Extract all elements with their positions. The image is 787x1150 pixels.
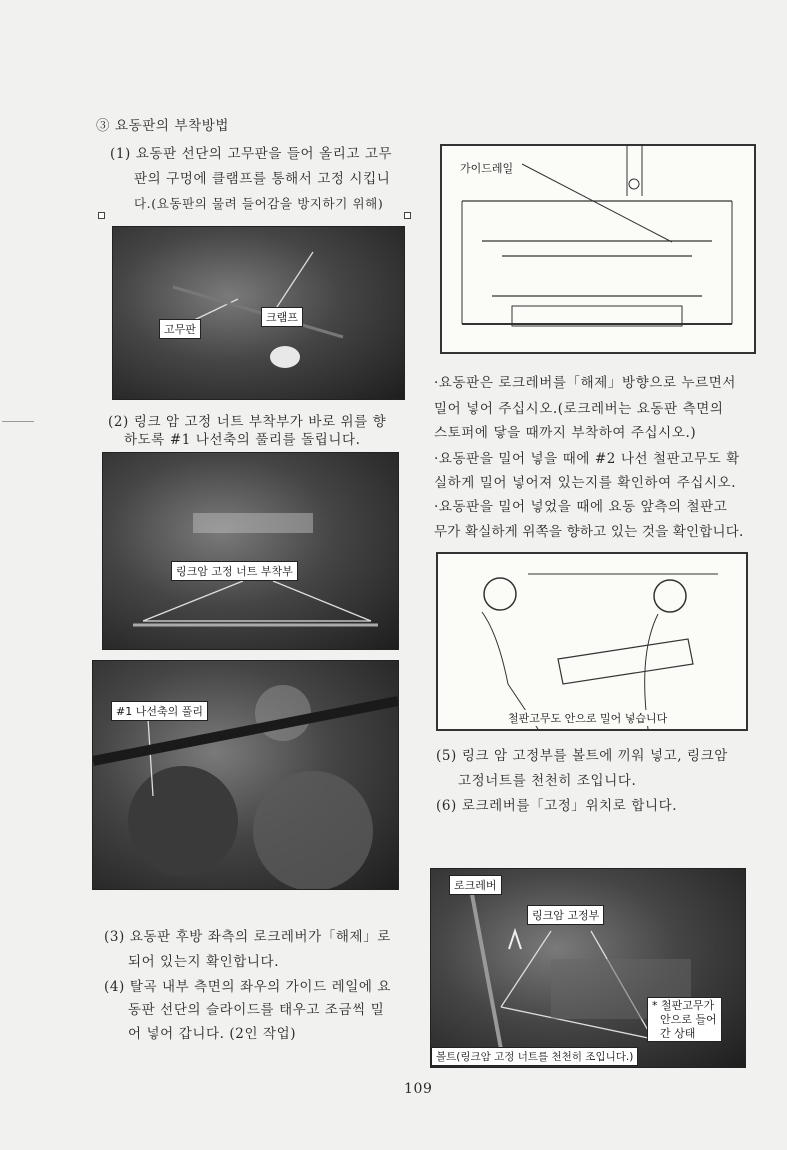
photo2-lines [103,453,398,649]
crop-mark [404,212,411,219]
section-heading: ③ 요동판의 부착방법 [96,118,230,134]
step1-line3: 다.(요동판의 물려 들어감을 방지하기 위해) [134,196,384,211]
note1-line3: 스토퍼에 닿을 때까지 부착하여 주십시오.) [434,425,697,441]
note3-line2: 무가 확실하게 위쪽을 향하고 있는 것을 확인합니다. [434,524,744,540]
photo-rubber-plate-clamp [112,226,405,400]
drawing-guide-rail [440,144,756,354]
photo-lock-lever-link-arm [430,868,746,1068]
label-spiral-shaft-pulley: #1 나선축의 풀리 [111,701,208,721]
step4-line2: 동판 선단의 슬라이드를 태우고 조금씩 밀 [128,1002,385,1018]
drawing2-lines [438,554,746,729]
step1-line2: 판의 구멍에 클램프를 통해서 고정 시킵니 [134,171,391,187]
photo-link-arm-nut-mount [102,452,399,650]
label-link-arm-nut-mount: 링크암 고정 너트 부착부 [171,561,298,581]
step4-line3: 어 넣어 갑니다. (2인 작업) [128,1026,297,1042]
crop-mark [98,212,105,219]
margin-mark [2,421,34,422]
step3-line2: 되어 있는지 확인합니다. [128,954,280,970]
label-rubber-inside-2: 안으로 들어 [660,1012,717,1026]
step4-line1: (4) 탈곡 내부 측면의 좌우의 가이드 레일에 요 [104,979,392,995]
step6-line1: (6) 로크레버를「고정」위치로 합니다. [436,798,678,814]
photo3-lines [93,661,398,889]
label-link-arm-fix: 링크암 고정부 [527,905,604,925]
label-lock-lever: 로크레버 [449,875,502,895]
photo1-lines [113,227,404,399]
label-guide-rail: 가이드레일 [460,162,514,175]
label-rubber-plate: 고무판 [159,319,201,339]
label-push-rubber-plate: 철판고무도 안으로 밀어 넣습니다 [508,712,668,725]
label-rubber-inside-3: 간 상태 [660,1026,696,1040]
step5-line1: (5) 링크 암 고정부를 볼트에 끼워 넣고, 링크암 [436,748,728,764]
photo-spiral-shaft-pulley [92,660,399,890]
step3-line1: (3) 요동판 후방 좌측의 로크레버가「해제」로 [104,929,391,945]
label-rubber-inside-1: * 철판고무가 [652,999,715,1012]
label-clamp: 크램프 [261,307,303,327]
step2-line2: 하도록 #1 나선축의 풀리를 돌립니다. [124,432,361,448]
note3-line1: ·요동판을 밀어 넣었을 때에 요동 앞측의 철판고 [434,499,728,515]
step5-line2: 고정너트를 천천히 조입니다. [458,773,637,789]
note2-line2: 실하게 밀어 넣어져 있는지를 확인하여 주십시오. [434,475,737,491]
label-rubber-inside [647,997,722,1042]
page-number: 109 [404,1081,433,1097]
step1-line1: (1) 요동판 선단의 고무판을 들어 올리고 고무 [110,146,393,162]
drawing-two-workers [436,552,748,731]
note1-line2: 밀어 넣어 주십시오.(로크레버는 요동판 측면의 [434,401,724,417]
note1-line1: ·요동판은 로크레버를「해제」방향으로 누르면서 [434,375,737,391]
step2-line1: (2) 링크 암 고정 너트 부착부가 바로 위를 향 [108,414,387,430]
label-bolt: 볼트(링크암 고정 너트를 천천히 조입니다.) [431,1047,638,1066]
drawing1-lines [442,146,754,352]
note2-line1: ·요동판을 밀어 넣을 때에 #2 나선 철판고무도 확 [434,451,740,467]
